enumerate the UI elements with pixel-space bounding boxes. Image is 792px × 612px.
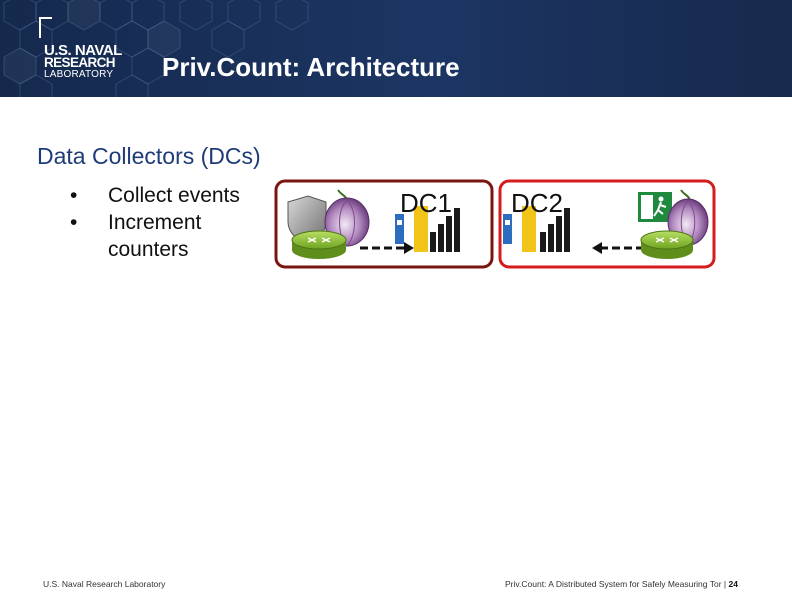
page-number: 24 (728, 579, 738, 589)
footer-presentation-title: Priv.Count: A Distributed System for Safely Measuring Tor | (505, 579, 727, 589)
footer-organization: U.S. Naval Research Laboratory (43, 579, 166, 589)
slide-title: Priv.Count: Architecture (162, 52, 460, 82)
bullet-text: Increment counters (108, 211, 202, 261)
dc1-label: DC1 (400, 188, 453, 218)
footer-presentation (505, 579, 738, 589)
logo-line-2: RESEARCH (44, 55, 115, 70)
relay-router-icon (292, 231, 346, 259)
nrl-logo (38, 16, 126, 84)
bullet-marker: • (70, 211, 78, 234)
architecture-diagram (0, 170, 792, 280)
exit-sign-icon (638, 192, 672, 222)
relay-router-icon (641, 231, 693, 259)
bullet-marker: • (70, 184, 78, 207)
logo-line-3: LABORATORY (44, 69, 114, 80)
dc2-label: DC2 (511, 188, 564, 218)
section-heading: Data Collectors (DCs) (37, 143, 261, 169)
arrow-icon (360, 242, 414, 254)
arrow-icon (592, 242, 645, 254)
bullet-text: Collect events (108, 184, 240, 207)
logo-line-1: U.S. NAVAL (44, 42, 122, 59)
header-banner (0, 0, 792, 97)
